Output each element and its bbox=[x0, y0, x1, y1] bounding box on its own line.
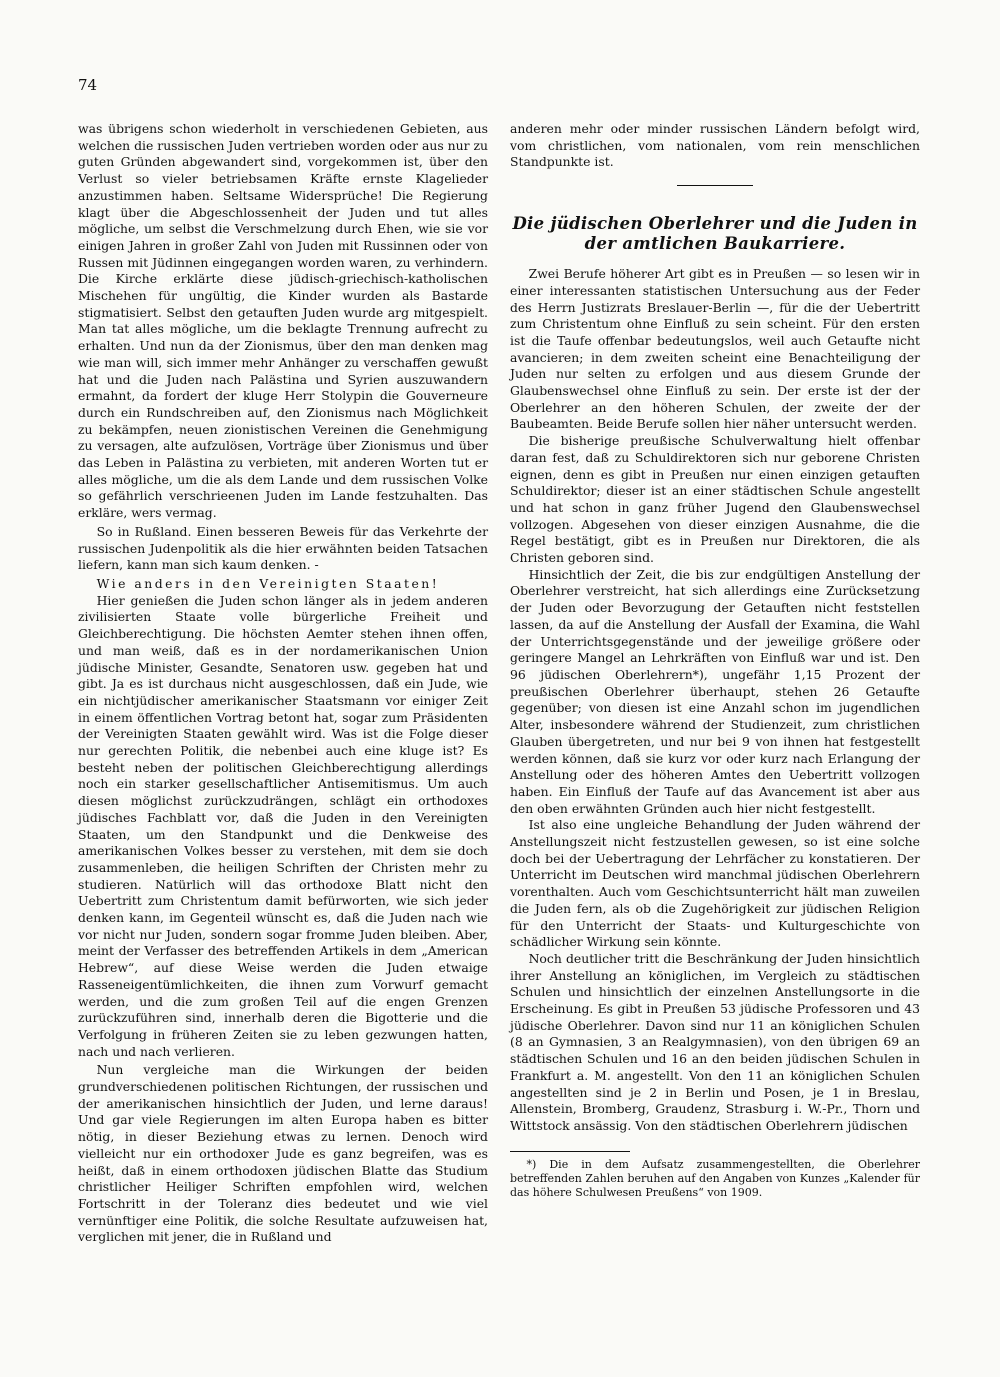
right-paragraph-3: Hinsichtlich der Zeit, die bis zur endgültigen Anstellung der Oberlehrer verstreicht, hat sich allerdings eine Zurücksetzung der Juden oder Bevorzugung der Getauften nicht feststellen lassen, da auf die Anstellung der Ausfall der Examina, die Wahl der Unterrichtsgegenstände und der jeweilige größere oder geringere Mangel an Lehrkräften von Einfluß war und ist. Den 96 jüdischen Oberlehrern*), ungefähr 1,15 Prozent der preußischen Oberlehrer überhaupt, stehen 26 Getaufte gegenüber; von diesen ist eine Anzahl schon im jugendlichen Alter, insbesondere während der Studienzeit, zum christlichen Glauben übergetreten, und nur bei 9 von ihnen hat festgestellt werden können, daß sie kurz vor oder kurz nach Erlangung der Anstellung oder des höheren Amtes den Uebertritt vollzogen haben. Ein Einfluß der Taufe auf das Avancement ist aber aus den oben erwähnten Gründen auch hier nicht festgestellt. bbox=[510, 566, 920, 816]
page-number: 74 bbox=[78, 76, 98, 94]
right-paragraph-2: Die bisherige preußische Schulverwaltung hielt offenbar daran fest, daß zu Schuldirektoren sich nur geborene Christen eignen, denn es gibt in Preußen nur einen einzigen getauften Schuldirektor; dieser ist an einer städtischen Schule angestellt und hat schon in ganz früher Jugend den Glaubenswechsel vollzogen. Abgesehen von dieser einzigen Ausnahme, die die Regel bestätigt, gibt es in Preußen nur Direktoren, die als Christen geboren sind. bbox=[510, 433, 920, 566]
left-column bbox=[78, 121, 488, 1246]
left-paragraph-4: Hier genießen die Juden schon länger als in jedem anderen zivilisierten Staate volle bürgerliche Freiheit und Gleichberechtigung. Die höchsten Aemter stehen ihnen offen, und man weiß, daß es in der nordamerikanischen Union jüdische Minister, Gesandte, Senatoren usw. gegeben hat und gibt. Ja es ist durchaus nicht ausgeschlossen, daß ein Jude, wie ein nichtjüdischer amerikanischer Staatsmann vor einiger Zeit in einem öffentlichen Vortrag betont hat, sogar zum Präsidenten der Vereinigten Staaten gewählt wird. Was ist die Folge dieser nur gerechten Politik, die nebenbei auch eine kluge ist? Es besteht neben der politischen Gleichberechtigung allerdings noch ein starker gesellschaftlicher Antisemitismus. Um auch diesen möglichst zurückzudrängen, schlägt ein orthodoxes jüdisches Fachblatt vor, daß die Juden in den Vereinigten Staaten, um den Standpunkt und die Denkweise des amerikanischen Volkes besser zu verstehen, mit dem sie doch zusammenleben, die heiligen Schriften der Christen mehr zu studieren. Natürlich will das orthodoxe Blatt nicht den Uebertritt zum Christentum damit befürworten, wie sich jeder denken kann, im Gegenteil wünscht es, daß die Juden nach wie vor nicht nur Juden, sondern sogar fromme Juden bleiben. Aber, meint der Verfasser des betreffenden Artikels in dem „American Hebrew“, auf diese Weise werden die Juden etwaige Rasseneigentümlichkeiten, die ihnen zum Vorwurf gemacht werden, und die zum großen Teil auf die engen Grenzen zurückzuführen sind, innerhalb deren die Bigotterie und die Verfolgung in früheren Zeiten sie zu leben gezwungen hatten, nach und nach verlieren. bbox=[78, 592, 488, 1059]
footnote-divider bbox=[510, 1151, 630, 1152]
footnote: *) Die in dem Aufsatz zusammengestellten, die Oberlehrer betreffenden Zahlen beruhen auf den Angaben von Kunzes „Kalender für das höhere Schulwesen Preußens“ von 1909. bbox=[510, 1157, 920, 1199]
right-paragraph-1: Zwei Berufe höherer Art gibt es in Preußen — so lesen wir in einer interessanten statistischen Untersuchung aus der Feder des Herrn Justizrats Breslauer-Berlin —, für die der Uebertritt zum Christentum ohne Einfluß zu sein scheint. Für den ersten ist die Taufe offenbar bedeutungslos, weil auch Getaufte nicht avancieren; in dem zweiten scheint eine Benachteiligung der Juden nur selten zu erfolgen und aus diesem Grunde der Glaubenswechsel ohne Einfluß zu sein. Der erste ist der der Oberlehrer an den höheren Schulen, der zweite der der Baubeamten. Beide Berufe sollen hier näher untersucht werden. bbox=[510, 266, 920, 432]
right-column bbox=[510, 121, 920, 1200]
left-paragraph-2: So in Rußland. Einen besseren Beweis für das Verkehrte der russischen Judenpolitik als die hier erwähnten beiden Tatsachen liefern, kann man sich kaum denken. - bbox=[78, 523, 488, 573]
left-paragraph-1: was übrigens schon wiederholt in verschiedenen Gebieten, aus welchen die russischen Juden vertrieben worden oder aus nur zu guten Gründen abgewandert sind, vorgekommen ist, über den Verlust so vieler betriebsamen Kräfte ernste Klagelieder anzustimmen haben. Seltsame Widersprüche! Die Regierung klagt über die Abgeschlossenheit der Juden und tut alles mögliche, um selbst die Verschmelzung durch Ehen, wie sie vor einigen Jahren in großer Zahl von Juden mit Russinnen oder von Russen mit Jüdinnen eingegangen worden waren, zu verhindern. Die Kirche erklärte diese jüdisch-griechisch-katholischen Mischehen für ungültig, die Kinder wurden als Bastarde stigmatisiert. Selbst den getauften Juden wurde arg mitgespielt. Man tat alles mögliche, um die beklagte Trennung aufrecht zu erhalten. Und nun da der Zionismus, über den man denken mag wie man will, sich immer mehr Anhänger zu verschaffen gewußt hat und die Juden nach Palästina und Syrien auszuwandern ermahnt, da fordert der kluge Herr Stolypin die Gouverneure durch ein Rundschreiben auf, den Zionismus nach Möglichkeit zu bekämpfen, neuen zionistischen Vereinen die Genehmigung zu versagen, alte aufzulösen, Vorträge über Zionismus und über das Leben in Palästina zu verbieten, mit anderen Worten tut er alles mögliche, um die als dem Lande und dem russischen Volke so gefährlich verschrieenen Juden im Lande festzuhalten. Das erkläre, wers vermag. bbox=[78, 121, 488, 521]
right-paragraph-5: Noch deutlicher tritt die Beschränkung der Juden hinsichtlich ihrer Anstellung an königlichen, im Vergleich zu städtischen Schulen und hinsichtlich der einzelnen Anstellungsorte in die Erscheinung. Es gibt in Preußen 53 jüdische Professoren und 43 jüdische Oberlehrer. Davon sind nur 11 an königlichen Schulen (8 an Gymnasien, 3 an Realgymnasien), von den übrigen 69 an städtischen Schulen und 16 an den beiden jüdischen Schulen in Frankfurt a. M. angestellt. Von den 11 an königlichen Schulen angestellten sind je 2 in Berlin und Posen, je 1 in Breslau, Allenstein, Bromberg, Graudenz, Strasburg i. W.-Pr., Thorn und Wittstock ansässig. Von den städtischen Oberlehrern jüdischen bbox=[510, 950, 920, 1133]
right-paragraph-4: Ist also eine ungleiche Behandlung der Juden während der Anstellungszeit nicht festzustellen gewesen, so ist eine solche doch bei der Uebertragung der Lehrfächer zu konstatieren. Der Unterricht im Deutschen wird manchmal jüdischen Oberlehrern vorenthalten. Auch vom Geschichtsunterricht hält man zuweilen die Juden fern, als ob die Zugehörigkeit zur jüdischen Religion für den Unterricht der Staats- und Kulturgeschichte von schädlicher Wirkung sein könnte. bbox=[510, 817, 920, 950]
section-title: Die jüdischen Oberlehrer und die Juden in der amtlichen Baukarriere. bbox=[512, 214, 918, 254]
right-paragraph-continued: anderen mehr oder minder russischen Ländern befolgt wird, vom christlichen, vom nationalen, vom rein menschlichen Standpunkte ist. bbox=[510, 121, 920, 170]
section-divider bbox=[677, 185, 753, 186]
left-paragraph-5: Nun vergleiche man die Wirkungen der beiden grundverschiedenen politischen Richtungen, der russischen und der amerikanischen hinsichtlich der Juden, und lerne daraus! Und gar viele Regierungen im alten Europa haben es bitter nötig, in dieser Beziehung etwas zu lernen. Denoch wird vielleicht nur ein orthodoxer Jude es ganz begreifen, was es heißt, daß in einem orthodoxen jüdischen Blatte das Studium christlicher Heiliger Schriften empfohlen wird, welchen Fortschritt in der Toleranz dies bedeutet und wie viel vernünftiger eine Politik, die solche Resultate aufzuweisen hat, verglichen mit jener, die in Rußland und bbox=[78, 1062, 488, 1245]
left-paragraph-3: Wie anders in den Vereinigten Staaten! bbox=[96, 575, 440, 591]
